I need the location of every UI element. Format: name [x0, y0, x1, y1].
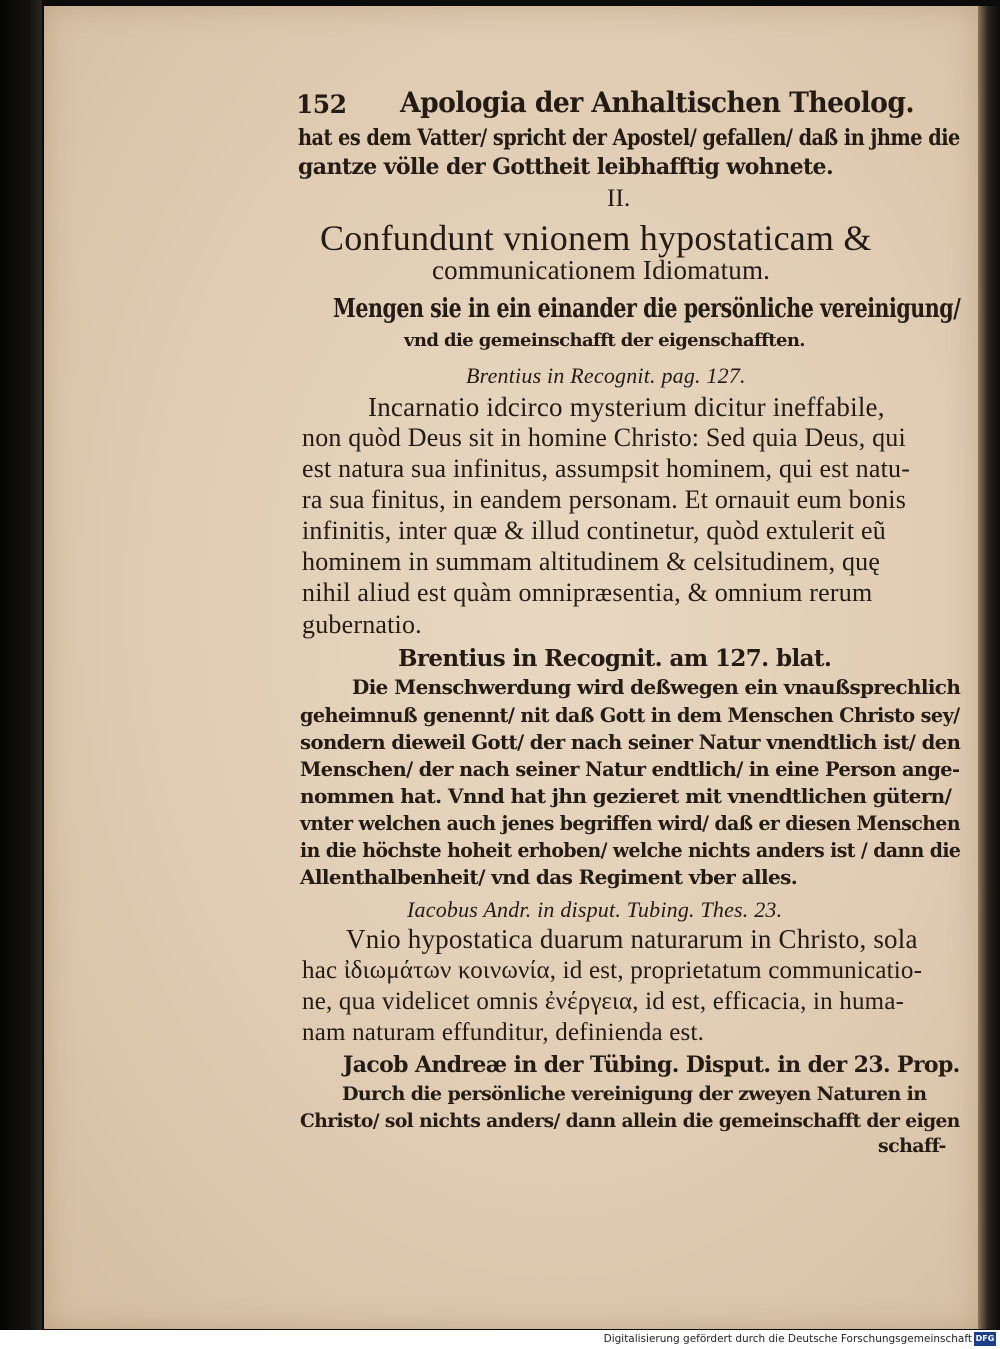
text-line: Vnio hypostatica duarum naturarum in Christo, sola [346, 924, 918, 954]
dfg-logo-icon: DFG [974, 1332, 996, 1346]
text-line: in die höchste hoheit erhoben/ welche nichts anders ist / dann die [300, 838, 961, 862]
citation-german: Jacob Andreæ in der Tübing. Disput. in der 23. Prop. [343, 1052, 960, 1078]
text-line: gantze völle der Gottheit leibhafftig wohnete. [298, 154, 834, 180]
text-line: Allenthalbenheit/ vnd das Regiment vber alles. [300, 865, 798, 889]
text-line: geheimnuß genennt/ nit daß Gott in dem Menschen Christo sey/ [300, 703, 960, 727]
citation: Iacobus Andr. in disput. Tubing. Thes. 23. [407, 897, 783, 922]
text-line: hominem in summam altitudinem & celsitudinem, quę [302, 547, 881, 576]
text-line: nommen hat. Vnnd hat jhn gezieret mit vnendtlichen gütern/ [300, 784, 952, 808]
catchword: schaff- [878, 1135, 946, 1157]
scan-border-left [0, 0, 42, 1330]
section-heading-german: Mengen sie in ein einander die persönliche vereinigung/ [333, 294, 961, 324]
text-line: Durch die persönliche vereinigung der zweyen Naturen in [342, 1083, 927, 1105]
scan-border-right [978, 6, 1000, 1329]
citation-german: Brentius in Recognit. am 127. blat. [398, 645, 832, 672]
text-line: ne, qua videlicet omnis ἐνέργεια, id est, efficacia, in huma- [302, 988, 905, 1015]
section-heading-german: vnd die gemeinschafft der eigenschafften. [404, 330, 805, 351]
text-line: ra sua finitus, in eandem personam. Et ornauit eum bonis [302, 485, 907, 514]
text-line: non quòd Deus sit in homine Christo: Sed quia Deus, qui [302, 423, 906, 452]
section-heading: Confundunt vnionem hypostaticam & [320, 218, 872, 258]
page-number: 152 [296, 90, 347, 119]
section-number: II. [607, 185, 631, 212]
text-line: nihil aliud est quàm omnipræsentia, & omnium rerum [302, 578, 873, 607]
footer-credit: Digitalisierung gefördert durch die Deutsche Forschungsgemeinschaft [603, 1333, 972, 1345]
text-line: est natura sua infinitus, assumpsit hominem, qui est natu- [302, 454, 911, 483]
text-line: nam naturam effunditur, definienda est. [302, 1019, 705, 1046]
text-line: vnter welchen auch jenes begriffen wird/ daß er diesen Menschen [300, 811, 960, 835]
text-line: Incarnatio idcirco mysterium dicitur ineffabile, [368, 392, 885, 422]
text-line: gubernatio. [302, 610, 422, 639]
footer-bar [0, 1330, 1000, 1349]
text-line: Christo/ sol nichts anders/ dann allein die gemeinschafft der eigen [300, 1110, 960, 1132]
running-head: Apologia der Anhaltischen Theolog. [400, 86, 915, 119]
text-line: hac ἰδιωμάτων κοινωνία, id est, proprietatum communicatio- [302, 957, 923, 984]
text-line: Menschen/ der nach seiner Natur endtlich/ in eine Person ange- [300, 757, 960, 781]
section-heading: communicationem Idiomatum. [432, 255, 771, 285]
text-line: infinitis, inter quæ & illud continetur, quòd extulerit eũ [302, 516, 886, 545]
text-line: hat es dem Vatter/ spricht der Apostel/ gefallen/ daß in jhme die [298, 125, 960, 151]
text-line: sondern dieweil Gott/ der nach seiner Natur vnendtlich ist/ den [300, 730, 961, 754]
text-line: Die Menschwerdung wird deßwegen ein vnaußsprechlich [352, 675, 961, 699]
citation: Brentius in Recognit. pag. 127. [466, 363, 746, 388]
